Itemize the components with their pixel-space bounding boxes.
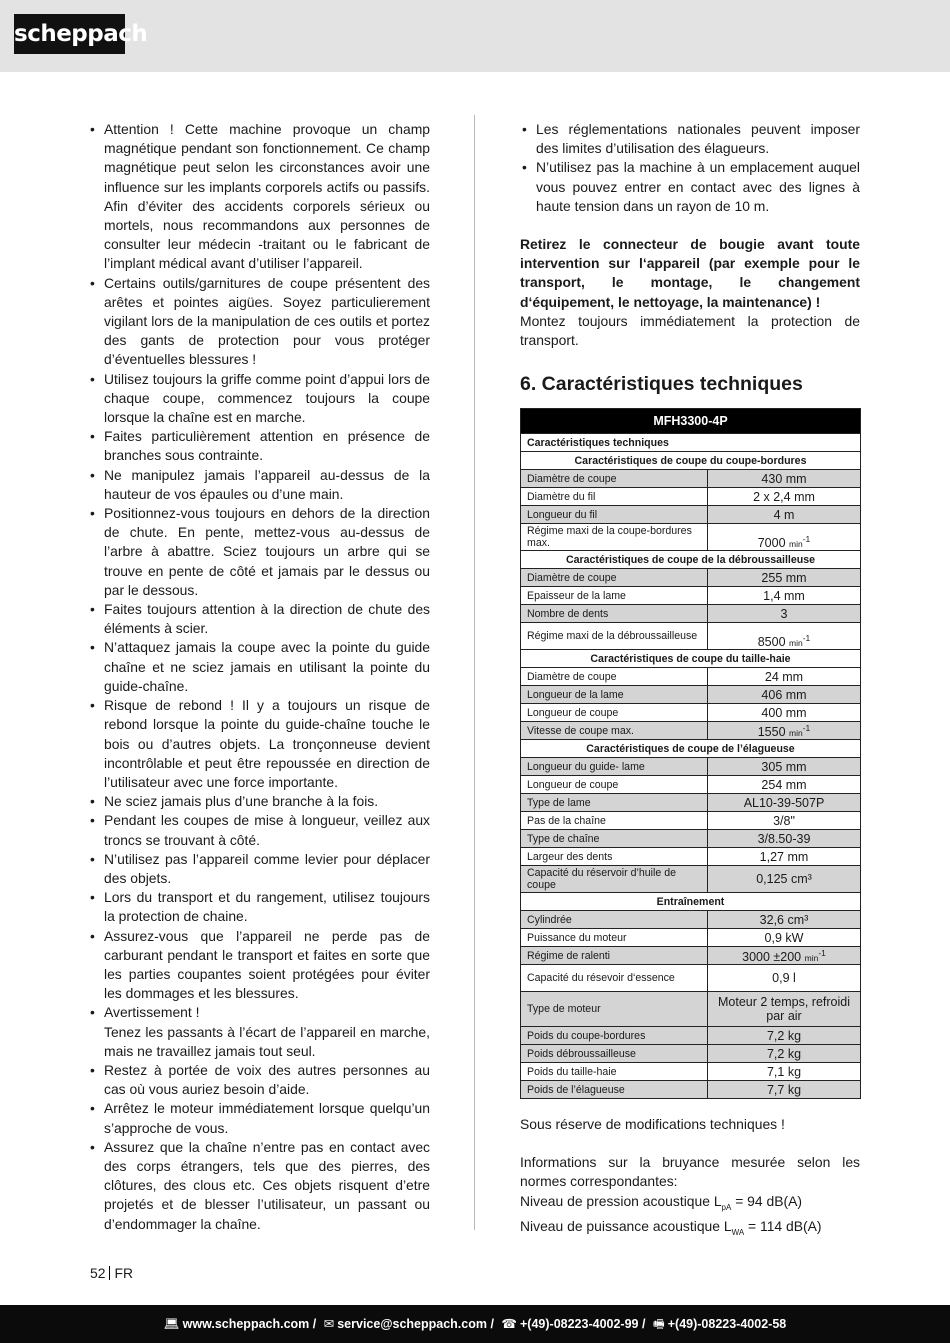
table-row: Capacité du réservoir d’huile de coupe 0,125 cm³ [521,866,861,893]
table-row: Capacité du résevoir d‘essence 0,9 l [521,965,861,992]
noise-power: Niveau de puissance acoustique $L_{WA} = 114$ dB(A) [520,1217,822,1237]
right-column [520,120,860,397]
avertissement-text: Tenez les passants à l’écart de l’appareil en marche, mais ne travaillez jamais tout seul. [104,1023,430,1059]
table-row: Diamètre de coupe 430 mm [521,470,861,488]
list-item: • Ne manipulez jamais l’appareil au-dessus de la hauteur de vos épaules ou d’une main. [90,466,430,502]
list-item: • Pendant les coupes de mise à longueur, veillez aux troncs se trouvant à côté. [90,812,430,848]
table-row: Diamètre du fil 2 x 2,4 mm [521,488,861,506]
phone-number: +(49)-08223-4002-99 / [520,1317,646,1331]
table-row: Nombre de dents 3 [521,605,861,623]
computer-icon: 💻︎ [163,1317,180,1331]
table-row: Diamètre de coupe 24 mm [521,668,861,686]
fax-icon: 🖷︎ [652,1317,665,1331]
table-row: Pas de la chaîne 3/8" [521,812,861,830]
list-item: • Positionnez-vous toujours en dehors de la direction de chute. En pente, mettez-vous au-dessus de l’arbre à abattre. Sciez toujours un arbre qui se trouve en pente de côté et jamais par le dessus ou par le dessous. [90,505,430,598]
table-row: Type de lame AL10-39-507P [521,794,861,812]
notes-block [520,1115,860,1242]
spec-table [520,408,861,1099]
warning-bold: Retirez le connecteur de bougie avant toute intervention sur l‘appareil (par exemple pour le transport, le montage, le changement d‘équipement, le nettoyage, la maintenance) ! [520,236,860,310]
table-row: Poids débroussailleuse 7,2 kg [521,1045,861,1063]
list-item: • Avertissement ! Tenez les passants à l’écart de l’appareil en marche, mais ne travaillez jamais tout seul. [90,1004,430,1059]
table-row: Type de chaîne 3/8.50-39 [521,830,861,848]
list-item: • Restez à portée de voix des autres personnes au cas où vous auriez besoin d’aide. [90,1061,430,1098]
list-item: • Lors du transport et du rangement, utilisez toujours la protection de chaine. [90,889,430,925]
table-row: Largeur des dents 1,27 mm [521,848,861,866]
list-item: • Ne sciez jamais plus d’une branche à la fois. [90,793,379,810]
list-item: • N’utilisez pas l’appareil comme levier pour déplacer des objets. [90,850,430,886]
table-row: Régime maxi de la débroussailleuse 8500 $\min^{-1}$ [521,623,861,650]
left-column [88,120,430,1234]
list-item: • Certains outils/garnitures de coupe présentent des arêtes et pointes aigües. Soyez particulierement vigilant lors de la manipulation de ces outils et portez des gants de protection pour vous protéger d’éventuelles blessures ! [90,274,430,368]
list-item: • Assurez que la chaîne n’entre pas en contact avec des corps étrangers, tels que des pierres, des clôtures, des clous etc. Ces objets risquent d’etre projetés et de blesser l’utilisateur, un passant ou d’endommager la chaîne. [90,1138,430,1232]
noise-pressure: Niveau de pression acoustique $L_{pA} = 94$ dB(A) [520,1192,802,1212]
table-row: Poids du coupe-bordures 7,2 kg [521,1027,861,1045]
model-name: MFH3300-4P [521,409,861,434]
section-row: Entraînement [521,893,861,911]
table-row: Régime de ralenti 3000 ±200 $\min^{-1}$ [521,947,861,965]
section-row: Caractéristiques de coupe du taille-haie [521,650,861,668]
table-row: Puissance du moteur 0,9 kW [521,929,861,947]
table-row: Poids du taille-haie 7,1 kg [521,1063,861,1081]
table-row: Longueur de la lame 406 mm [521,686,861,704]
page-number: 52 FR [90,1265,133,1281]
list-item: • Faites particulièrement attention en présence de branches sous contrainte. [90,428,430,464]
table-row: Régime maxi de la coupe-bordures max. 7000 $\min^{-1}$ [521,524,861,551]
table-row: Diamètre de coupe 255 mm [521,569,861,587]
list-item: • Utilisez toujours la griffe comme point d’appui lors de chaque coupe, commencez toujours la coupe lorsque la chaîne est en marche. [90,370,430,426]
fax-number: +(49)-08223-4002-58 [667,1317,787,1331]
page-header [0,0,950,72]
table-heading: Caractéristiques techniques [521,434,861,452]
list-item: • Faites toujours attention à la direction de chute des éléments à scier. [90,601,430,637]
column-divider [474,115,475,1230]
list-item: • Les réglementations nationales peuvent imposer des limites d’utilisation des élagueurs. [522,121,860,157]
table-row: Longueur du guide- lame 305 mm [521,758,861,776]
table-row: Cylindrée 32,6 cm³ [521,911,861,929]
warning-text: Montez toujours immédiatement la protection de transport. [520,312,860,349]
mail-icon: ✉︎ [323,1317,335,1331]
table-row: Vitesse de coupe max. 1550 $\min^{-1}$ [521,722,861,740]
section-row: Caractéristiques de coupe de l’élagueuse [521,740,861,758]
reserve-note: Sous réserve de modifications techniques ! [520,1116,785,1132]
website-link[interactable]: www.scheppach.com / [182,1317,317,1331]
regulation-list [520,120,860,216]
phone-icon: ☎︎ [501,1317,517,1331]
list-item: • Assurez-vous que l’appareil ne perde pas de carburant pendant le transport et faites en sorte que les parties coupantes soient protégées pour éviter les dommages et les blessures. [90,927,430,1002]
section-title: 6. Caractéristiques techniques [520,373,803,396]
section-row: Caractéristiques de coupe du coupe-bordures [521,452,861,470]
table-row: Longueur de coupe 400 mm [521,704,861,722]
list-item: • Attention ! Cette machine provoque un champ magnétique pendant son fonctionnement. Ce champ magnétique peut selon les circonstances avoir une influence sur les implants corporels actifs ou passifs. Afin d’éviter des accidents corporels sérieux ou mortels, nous recommandons aux personnes de consulter leur médecin -traitant ou le fabricant de l’implant médical avant d’utiliser l’appareil. [90,121,430,272]
safety-list [88,120,430,1234]
table-row: Epaisseur de la lame 1,4 mm [521,587,861,605]
brand-logo: scheppach [14,14,125,54]
section-row: Caractéristiques de coupe de la débroussailleuse [521,551,861,569]
table-row: Longueur de coupe 254 mm [521,776,861,794]
table-row: Type de moteur Moteur 2 temps, refroidi par air [521,992,861,1027]
email-link[interactable]: service@scheppach.com / [337,1317,494,1331]
page-footer [0,1305,950,1343]
list-item: • N’utilisez pas la machine à un emplacement auquel vous pouvez entrer en contact avec des lignes à haute tension dans un rayon de 10 m. [522,159,860,214]
noise-intro: Informations sur la bruyance mesurée selon les normes correspondantes: [520,1154,860,1190]
list-item: • N’attaquez jamais la coupe avec la pointe du guide chaîne et ne sciez jamais en utilisant la pointe du guide-chaîne. [90,639,430,694]
list-item: • Arrêtez le moteur immédiatement lorsque quelqu’un s’approche de vous. [90,1100,430,1136]
list-item: • Risque de rebond ! Il y a toujours un risque de rebond lorsque la pointe du guide-chaîne touche le bois ou d’autres objets. La tronçonneuse devient incontrôlable et peut être repoussée en direction de l’utilisateur avec une force importante. [90,697,430,790]
table-row: Poids de l’élagueuse 7,7 kg [521,1081,861,1099]
table-row: Longueur du fil 4 m [521,506,861,524]
